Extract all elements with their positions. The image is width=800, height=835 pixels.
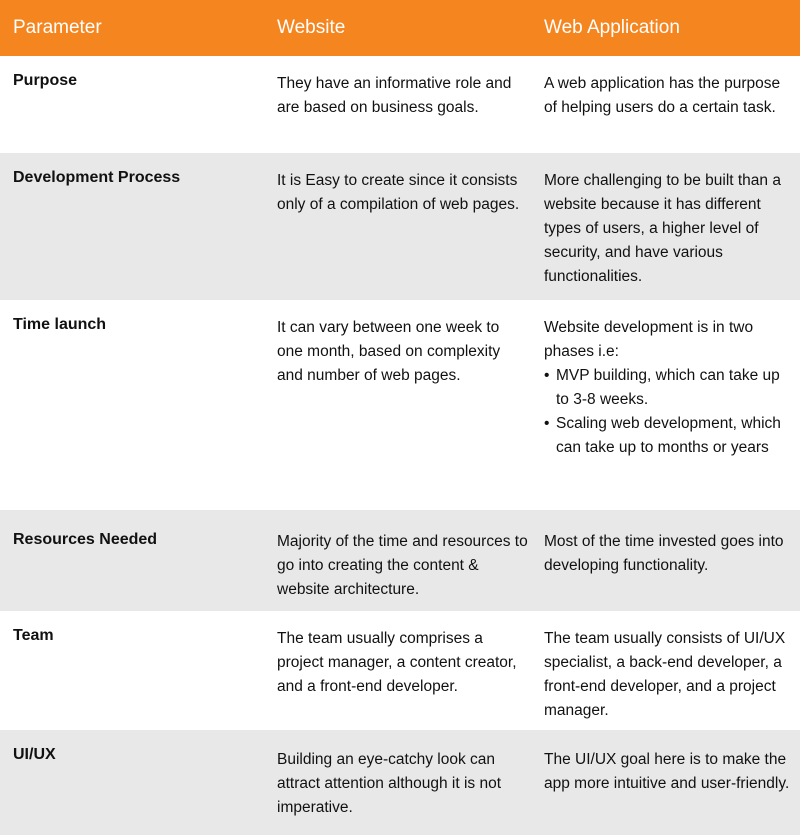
row-webapp-cell bbox=[544, 300, 796, 460]
row-webapp-cell: More challenging to be built than a website because it has different types of users, a higher level of security, and have various functionalities. bbox=[544, 172, 781, 285]
list-item: • Scaling web development, which can take up to months or years bbox=[544, 412, 796, 460]
row-website-cell: It is Easy to create since it consists only of a compilation of web pages. bbox=[277, 172, 520, 213]
header-web-application: Web Application bbox=[544, 17, 680, 38]
row-webapp-cell: The team usually consists of UI/UX specialist, a back-end developer, a front-end developer, and a project manager. bbox=[544, 630, 786, 719]
row-website-cell: They have an informative role and are based on business goals. bbox=[277, 75, 512, 116]
row-parameter: Time launch bbox=[13, 316, 107, 333]
list-item: • MVP building, which can take up to 3-8 weeks. bbox=[544, 364, 796, 412]
table-row bbox=[0, 56, 800, 153]
row-parameter: Resources Needed bbox=[13, 531, 158, 548]
header-parameter: Parameter bbox=[13, 17, 102, 38]
row-webapp-cell: The UI/UX goal here is to make the app more intuitive and user-friendly. bbox=[544, 751, 790, 792]
row-webapp-cell: Most of the time invested goes into developing functionality. bbox=[544, 533, 784, 574]
header-website: Website bbox=[277, 17, 346, 38]
webapp-bullet-list bbox=[544, 364, 796, 460]
row-parameter: Purpose bbox=[13, 72, 78, 89]
row-website-cell: The team usually comprises a project manager, a content creator, and a front-end developer. bbox=[277, 630, 517, 695]
row-website-cell: Building an eye-catchy look can attract attention although it is not imperative. bbox=[277, 751, 502, 816]
table-row bbox=[0, 153, 800, 300]
row-parameter: UI/UX bbox=[13, 746, 56, 763]
row-website-cell: It can vary between one week to one month, based on complexity and number of web pages. bbox=[277, 319, 501, 384]
table-row bbox=[0, 730, 800, 835]
table-row bbox=[0, 510, 800, 611]
row-parameter: Team bbox=[13, 627, 54, 644]
table-row bbox=[0, 611, 800, 730]
row-parameter: Development Process bbox=[13, 169, 181, 186]
table-header bbox=[0, 0, 800, 56]
table-row bbox=[0, 300, 800, 510]
row-website-cell: Majority of the time and resources to go into creating the content & website architecture. bbox=[277, 533, 528, 598]
row-webapp-cell: A web application has the purpose of helping users do a certain task. bbox=[544, 75, 781, 116]
webapp-intro-text: Website development is in two phases i.e: bbox=[544, 319, 754, 360]
